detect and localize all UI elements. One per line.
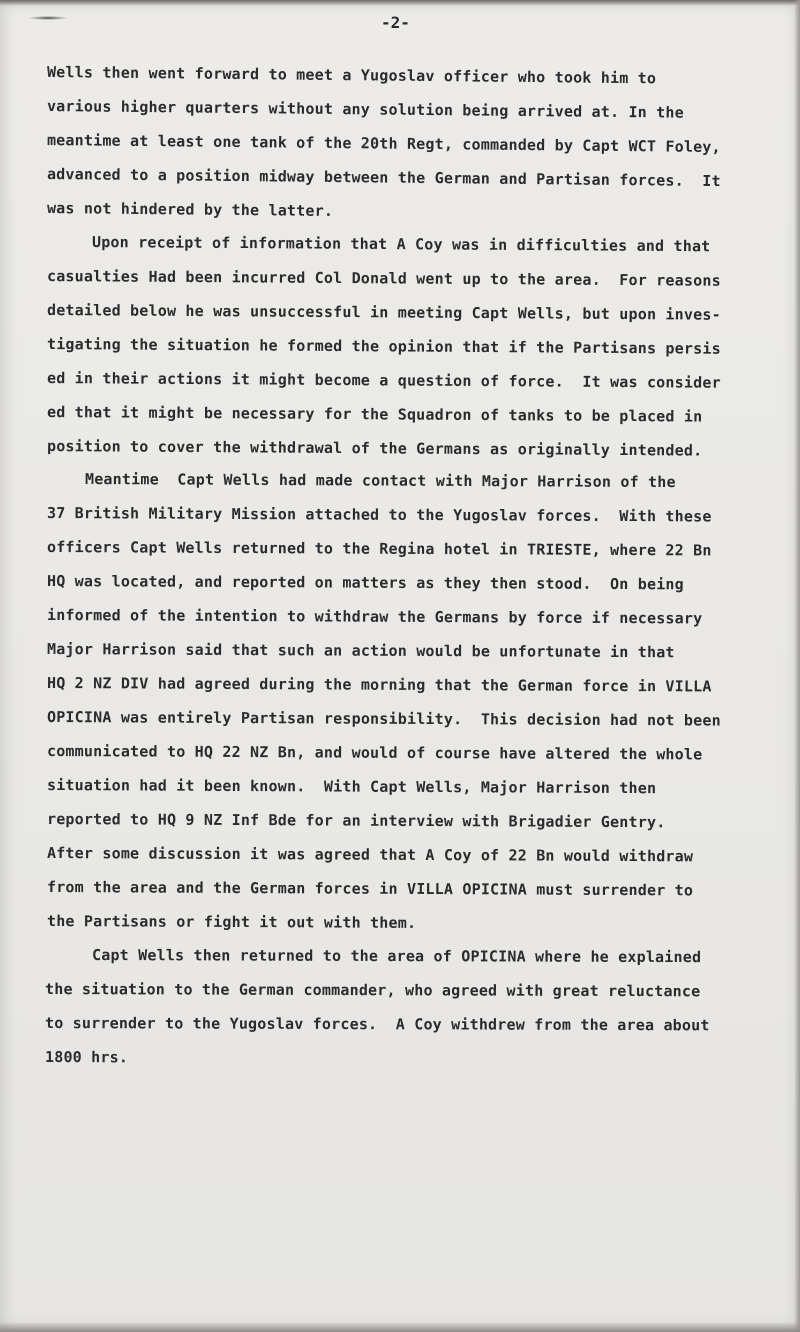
text-line: situation had it been known. With Capt Wells, Major Harrison then <box>46 776 657 798</box>
text-line: HQ 2 NZ DIV had agreed during the morning that the German force in VILLA <box>46 674 712 696</box>
text-line: the Partisans or fight it out with them. <box>46 912 417 932</box>
text-line: from the area and the German forces in VILLA OPICINA must surrender to <box>46 878 694 900</box>
text-line: officers Capt Wells returned to the Regina hotel in TRIESTE, where 22 Bn <box>46 538 712 560</box>
ink-smudge <box>28 16 68 20</box>
text-line: Meantime Capt Wells had made contact with Major Harrison of the <box>84 470 676 492</box>
text-line: to surrender to the Yugoslav forces. A Coy withdrew from the area about <box>44 1014 710 1035</box>
text-line: After some discussion it was agreed that A Coy of 22 Bn would withdraw <box>46 844 694 866</box>
text-line: detailed below he was unsuccessful in meeting Capt Wells, but upon inves- <box>46 301 721 324</box>
text-line: tigating the situation he formed the opinion that if the Partisans persis <box>46 335 721 358</box>
page-right-shadow <box>794 0 800 1332</box>
text-line: 1800 hrs. <box>44 1048 129 1067</box>
page-top-shadow <box>0 0 800 6</box>
text-line: various higher quarters without any solution being arrived at. In the <box>46 97 684 122</box>
text-line: was not hindered by the latter. <box>46 199 334 220</box>
text-line: HQ was located, and reported on matters as they then stood. On being <box>46 572 684 594</box>
text-line: 37 British Military Mission attached to the Yugoslav forces. With these <box>46 504 712 526</box>
text-line: OPICINA was entirely Partisan responsibility. This decision had not been <box>46 708 721 730</box>
page-bottom-shadow <box>0 1322 800 1332</box>
text-line: position to cover the withdrawal of the Germans as originally intended. <box>46 437 703 460</box>
text-line: casualties Had been incurred Col Donald went up to the area. For reasons <box>46 267 721 290</box>
text-line: reported to HQ 9 NZ Inf Bde for an interview with Brigadier Gentry. <box>46 810 666 832</box>
text-line: Capt Wells then returned to the area of OPICINA where he explained <box>91 946 702 967</box>
text-line: informed of the intention to withdraw the Germans by force if necessary <box>46 606 703 628</box>
text-line: ed that it might be necessary for the Squadron of tanks to be placed in <box>46 403 703 426</box>
text-line: advanced to a position midway between the German and Partisan forces. It <box>46 165 721 191</box>
text-line: ed in their actions it might become a question of force. It was consider <box>46 369 721 392</box>
text-line: meantime at least one tank of the 20th Regt, commanded by Capt WCT Foley, <box>46 131 721 157</box>
text-line: Upon receipt of information that A Coy was in difficulties and that <box>91 233 711 256</box>
page-number: -2- <box>381 13 410 32</box>
text-line: the situation to the German commander, who agreed with great reluctance <box>44 980 701 1001</box>
text-line: Major Harrison said that such an action would be unfortunate in that <box>46 640 675 662</box>
text-line: Wells then went forward to meet a Yugoslav officer who took him to <box>46 63 657 88</box>
text-line: communicated to HQ 22 NZ Bn, and would of course have altered the whole <box>46 742 703 764</box>
